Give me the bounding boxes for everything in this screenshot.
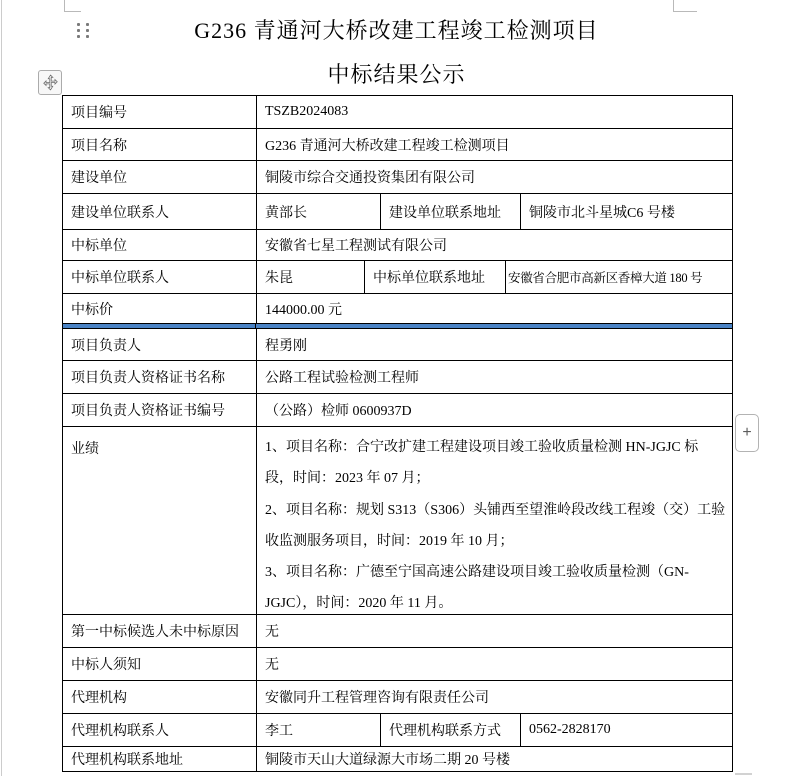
table-row (63, 160, 732, 193)
table-row (63, 746, 732, 771)
row-value: TSZB2024083 (256, 96, 732, 128)
row-value: 铜陵市天山大道绿源大市场二期 20 号楼 (256, 747, 732, 771)
margin-crop-mark-left-icon (64, 0, 81, 12)
row-label: 中标人须知 (71, 658, 141, 673)
table-row (63, 293, 732, 323)
row-value-2: 安徽省合肥市高新区香樟大道 180 号 (505, 261, 732, 293)
row-label: 项目负责人资格证书编号 (71, 404, 225, 419)
row-value: 铜陵市综合交通投资集团有限公司 (256, 161, 732, 193)
row-value: 李工 (256, 714, 380, 746)
bid-result-table (62, 95, 733, 772)
table-row (63, 713, 732, 746)
row-value-2: 铜陵市北斗星城C6 号楼 (520, 194, 732, 229)
table-row (63, 193, 732, 229)
table-row (63, 260, 732, 293)
row-label: 代理机构 (71, 691, 127, 706)
row-label: 代理机构联系人 (71, 724, 169, 739)
performance-item: 2、项目名称：规划 S313（S306）头铺西至望淮岭段改线工程竣（交）工验收监测服务项目，时间：2019 年 10 月； (265, 502, 726, 549)
row-value: 黄部长 (256, 194, 380, 229)
table-row (63, 647, 732, 680)
document-title: G236 青通河大桥改建工程竣工检测项目 (194, 18, 599, 43)
page-edge-line (1, 0, 2, 776)
row-value: 公路工程试验检测工程师 (256, 361, 732, 393)
row-label: 项目负责人 (71, 338, 141, 354)
table-row (63, 680, 732, 713)
table-row-performance (63, 426, 732, 614)
row-label: 中标单位联系人 (71, 271, 169, 286)
insert-row-button[interactable]: + (735, 414, 759, 452)
performance-cell (256, 427, 732, 614)
row-label: 中标价 (71, 302, 113, 318)
row-label: 建设单位 (71, 171, 127, 186)
row-value: 无 (256, 615, 732, 647)
row-label: 项目名称 (71, 138, 127, 154)
row-value: 朱昆 (256, 261, 364, 293)
row-value: 安徽同升工程管理咨询有限责任公司 (256, 681, 732, 713)
margin-crop-mark-right-icon (673, 0, 697, 12)
row-value: 程勇刚 (256, 329, 732, 360)
row-label: 代理机构联系地址 (71, 753, 183, 768)
row-value: G236 青通河大桥改建工程竣工检测项目 (256, 129, 732, 160)
table-shadow-line (735, 773, 752, 775)
table-row (63, 614, 732, 647)
table-row (63, 328, 732, 360)
row-label-2: 中标单位联系地址 (364, 261, 505, 293)
row-label: 中标单位 (71, 239, 127, 254)
row-label-2: 代理机构联系方式 (380, 714, 520, 746)
performance-item: 1、项目名称：合宁改扩建工程建设项目竣工验收质量检测 HN-JGJC 标段，时间：2023 年 07 月； (265, 440, 699, 487)
row-value: 144000.00 元 (256, 294, 732, 323)
performance-item: 3、项目名称：广德至宁国高速公路建设项目竣工验收质量检测（GN-JGJC），时间：2020 年 11 月。 (265, 565, 689, 612)
row-label: 建设单位联系人 (71, 205, 169, 221)
page-break-divider (63, 323, 732, 328)
table-row (63, 128, 732, 160)
row-value: 无 (256, 648, 732, 680)
row-label: 业绩 (71, 442, 99, 457)
row-value: 安徽省七星工程测试有限公司 (256, 230, 732, 260)
row-label: 项目负责人资格证书名称 (71, 371, 225, 386)
row-label-2: 建设单位联系地址 (380, 194, 520, 229)
document-subtitle: 中标结果公示 (327, 62, 466, 87)
table-row (63, 360, 732, 393)
table-row (63, 393, 732, 426)
table-row (63, 96, 732, 128)
table-row (63, 229, 732, 260)
row-value: （公路）检师 0600937D (256, 394, 732, 426)
row-label: 项目编号 (71, 106, 127, 121)
row-label: 第一中标候选人未中标原因 (71, 625, 239, 640)
row-value-2: 0562-2828170 (520, 714, 732, 746)
